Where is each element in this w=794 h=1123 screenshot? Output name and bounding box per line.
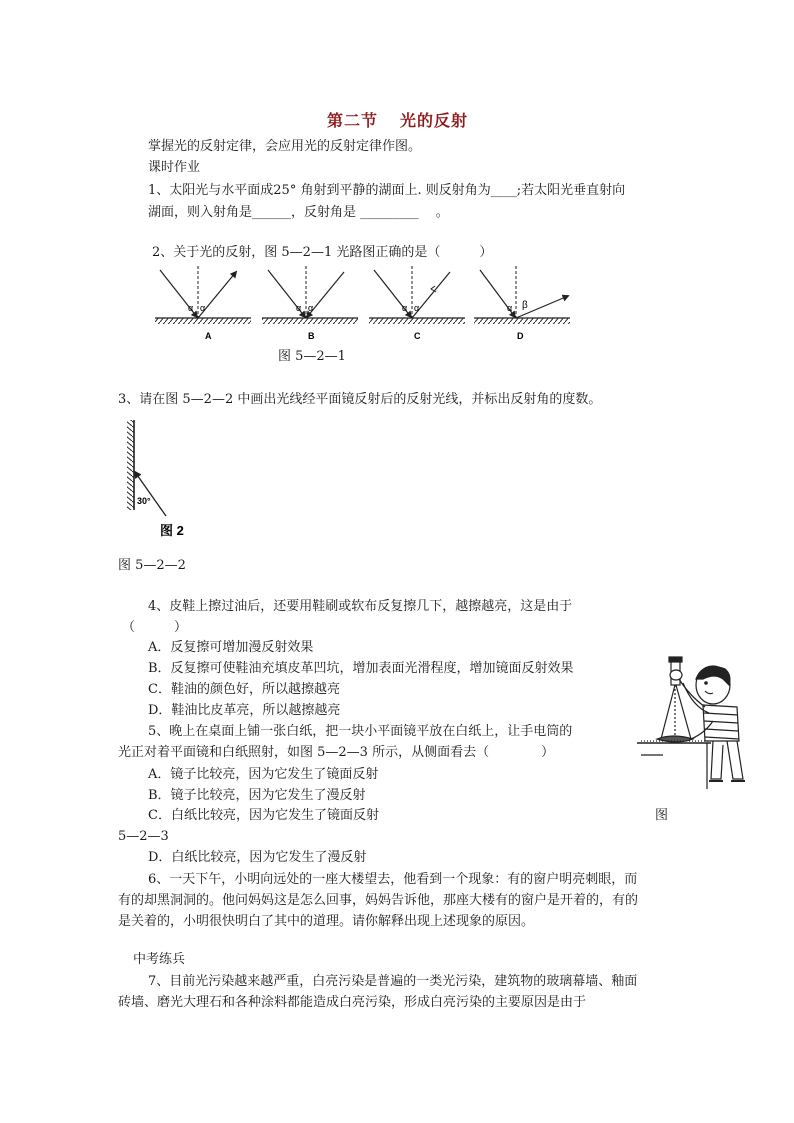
q1-line2: 湖面，则入射角是______，反射角是 _________ 。	[148, 205, 449, 220]
q5-line2: 光正对着平面镜和白纸照射，如图 5—2—3 所示，从侧面看去（ ）	[118, 745, 555, 760]
angle-label-b1: α	[296, 303, 302, 313]
angle-label-c2: α	[414, 303, 420, 313]
angle-label-b2: α	[308, 303, 314, 313]
learning-objective: 掌握光的反射定律，会应用光的反射定律作图。	[148, 139, 422, 154]
option-label-c: C	[414, 331, 421, 341]
q5-option-c: C．白纸比较亮，因为它发生了镜面反射	[148, 808, 379, 823]
reflection-diagrams	[150, 262, 570, 346]
q6-line1: 6、一天下午，小明向远处的一座大楼望去，他看到一个现象：有的窗户明亮刺眼，而	[148, 872, 638, 887]
page-title	[327, 108, 468, 131]
q7-line2: 砖墙、磨光大理石和各种涂料都能造成白亮污染，形成白亮污染的主要原因是由于	[118, 995, 587, 1010]
q2-figure-caption: 图 5—2—1	[278, 349, 346, 364]
section-name: 光的反射	[400, 111, 469, 130]
q3-figure-caption: 图 5—2—2	[118, 558, 186, 573]
diagram-c	[369, 266, 465, 341]
option-label-a: A	[205, 331, 212, 341]
mirror-diagram	[120, 416, 200, 546]
incident-angle-label: 30°	[137, 496, 151, 506]
q1-line1: 1、太阳光与水平面成25° 角射到平静的湖面上. 则反射角为____;若太阳光垂直射向	[148, 183, 626, 198]
mirror-figure-label: 图 2	[160, 523, 184, 538]
q5-option-a: A．镜子比较亮，因为它发生了镜面反射	[148, 767, 379, 782]
q4-line2: （ ）	[122, 620, 188, 635]
q4-option-d: D．鞋油比皮革亮，所以越擦越亮	[148, 703, 341, 718]
boy-flashlight-illustration	[633, 655, 753, 795]
q5-line1: 5、晚上在桌面上铺一张白纸，把一块小平面镜平放在白纸上，让手电筒的	[148, 724, 573, 739]
option-label-d: D	[517, 331, 524, 341]
q6-line3: 是关着的，小明很快明白了其中的道理。请你解释出现上述现象的原因。	[118, 914, 535, 929]
section-number: 第二节	[327, 111, 379, 130]
angle-label-d2: β	[522, 300, 528, 311]
q3-question: 3、请在图 5—2—2 中画出光线经平面镜反射后的反射光线，并标出反射角的度数。	[118, 392, 602, 407]
q5-option-d: D．白纸比较亮，因为它发生了漫反射	[148, 850, 367, 865]
q7-line1: 7、目前光污染越来越严重，白亮污染是普遍的一类光污染，建筑物的玻璃幕墙、釉面	[148, 974, 638, 989]
q6-line2: 有的却黑洞洞的。他问妈妈这是怎么回事，妈妈告诉他，那座大楼有的窗户是开着的，有的	[118, 893, 639, 908]
diagram-b	[262, 266, 358, 341]
angle-label-a2: α	[200, 303, 206, 313]
option-label-b: B	[308, 331, 315, 341]
q2-question: 2、关于光的反射，图 5—2—1 光路图正确的是（ ）	[152, 245, 493, 260]
q4-line1: 4、皮鞋上擦过油后，还要用鞋刷或软布反复擦几下，越擦越亮，这是由于	[148, 599, 573, 614]
diagram-d	[474, 266, 570, 341]
q5-figure-ref-b: 5—2—3	[118, 829, 169, 844]
homework-heading: 课时作业	[148, 160, 201, 175]
exam-practice-heading: 中考练兵	[133, 952, 186, 967]
angle-label-d1: α	[507, 303, 513, 313]
q4-option-b: B．反复擦可使鞋油充填皮革凹坑，增加表面光滑程度，增加镜面反射效果	[148, 661, 574, 676]
q5-figure-ref-a: 图	[655, 808, 669, 823]
q4-option-c: C．鞋油的颜色好，所以越擦越亮	[148, 682, 340, 697]
diagram-a	[155, 266, 251, 341]
angle-label-c1: α	[402, 303, 408, 313]
q5-option-b: B．镜子比较亮，因为它发生了漫反射	[148, 788, 366, 803]
q4-option-a: A．反复擦可增加漫反射效果	[148, 640, 314, 655]
angle-label-a1: α	[188, 303, 194, 313]
